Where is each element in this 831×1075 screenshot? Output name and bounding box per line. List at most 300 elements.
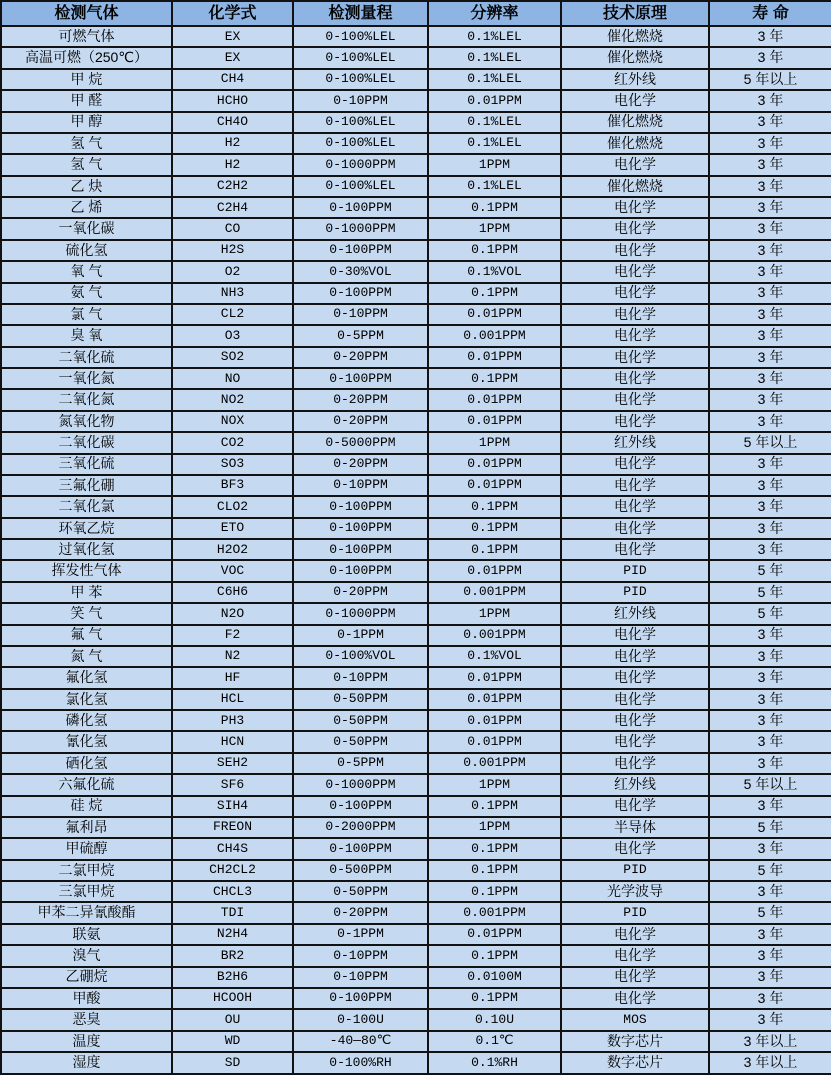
cell-range: 0-10PPM xyxy=(293,90,428,111)
table-row xyxy=(1,347,831,368)
cell-gas: 甲苯二异氰酸酯 xyxy=(1,902,172,923)
table-row xyxy=(1,710,831,731)
cell-gas: 甲 苯 xyxy=(1,582,172,603)
table-row xyxy=(1,112,831,133)
cell-range: 0-20PPM xyxy=(293,347,428,368)
cell-gas: 过氧化氢 xyxy=(1,539,172,560)
table-row xyxy=(1,283,831,304)
cell-gas: 二氧化硫 xyxy=(1,347,172,368)
cell-gas: 二氧化碳 xyxy=(1,432,172,453)
cell-lifespan: 3 年 xyxy=(709,325,831,346)
cell-principle: 电化学 xyxy=(561,368,709,389)
cell-resolution: 0.001PPM xyxy=(428,625,561,646)
column-header-principle: 技术原理 xyxy=(561,1,709,26)
cell-resolution: 0.01PPM xyxy=(428,304,561,325)
cell-gas: 二氧化氮 xyxy=(1,389,172,410)
cell-principle: 电化学 xyxy=(561,967,709,988)
table-row xyxy=(1,988,831,1009)
cell-resolution: 0.10U xyxy=(428,1009,561,1030)
cell-gas: 氟 气 xyxy=(1,625,172,646)
cell-gas: 乙 烯 xyxy=(1,197,172,218)
table-row xyxy=(1,176,831,197)
cell-principle: 电化学 xyxy=(561,154,709,175)
cell-formula: CH4S xyxy=(172,838,293,859)
cell-lifespan: 3 年 xyxy=(709,133,831,154)
cell-lifespan: 3 年 xyxy=(709,90,831,111)
cell-lifespan: 3 年 xyxy=(709,240,831,261)
cell-lifespan: 3 年 xyxy=(709,646,831,667)
cell-resolution: 1PPM xyxy=(428,774,561,795)
cell-principle: 电化学 xyxy=(561,646,709,667)
cell-gas: 三氧化硫 xyxy=(1,454,172,475)
cell-formula: SF6 xyxy=(172,774,293,795)
cell-gas: 湿度 xyxy=(1,1052,172,1074)
cell-formula: H2 xyxy=(172,154,293,175)
cell-lifespan: 5 年以上 xyxy=(709,432,831,453)
cell-resolution: 0.1%RH xyxy=(428,1052,561,1074)
cell-resolution: 0.01PPM xyxy=(428,454,561,475)
cell-resolution: 0.01PPM xyxy=(428,475,561,496)
cell-formula: HCHO xyxy=(172,90,293,111)
cell-resolution: 1PPM xyxy=(428,218,561,239)
cell-range: 0-100%LEL xyxy=(293,69,428,90)
cell-formula: EX xyxy=(172,26,293,47)
cell-range: 0-5PPM xyxy=(293,753,428,774)
cell-range: 0-1000PPM xyxy=(293,774,428,795)
cell-formula: O2 xyxy=(172,261,293,282)
cell-resolution: 1PPM xyxy=(428,432,561,453)
cell-lifespan: 5 年 xyxy=(709,817,831,838)
cell-formula: H2S xyxy=(172,240,293,261)
cell-formula: SEH2 xyxy=(172,753,293,774)
cell-formula: H2O2 xyxy=(172,539,293,560)
cell-range: 0-100PPM xyxy=(293,240,428,261)
cell-resolution: 0.01PPM xyxy=(428,731,561,752)
cell-gas: 二氯甲烷 xyxy=(1,860,172,881)
cell-principle: 红外线 xyxy=(561,774,709,795)
cell-resolution: 1PPM xyxy=(428,154,561,175)
table-row xyxy=(1,603,831,624)
cell-gas: 氯 气 xyxy=(1,304,172,325)
cell-range: 0-100PPM xyxy=(293,988,428,1009)
column-header-range: 检测量程 xyxy=(293,1,428,26)
cell-gas: 笑 气 xyxy=(1,603,172,624)
cell-resolution: 0.1PPM xyxy=(428,860,561,881)
cell-resolution: 0.1%LEL xyxy=(428,69,561,90)
cell-principle: 电化学 xyxy=(561,475,709,496)
table-row xyxy=(1,518,831,539)
cell-gas: 乙硼烷 xyxy=(1,967,172,988)
cell-resolution: 0.001PPM xyxy=(428,753,561,774)
cell-range: 0-5000PPM xyxy=(293,432,428,453)
cell-formula: SO3 xyxy=(172,454,293,475)
table-row xyxy=(1,625,831,646)
table-row xyxy=(1,774,831,795)
cell-resolution: 0.01PPM xyxy=(428,667,561,688)
cell-gas: 氢 气 xyxy=(1,133,172,154)
column-header-gas: 检测气体 xyxy=(1,1,172,26)
cell-resolution: 0.1%LEL xyxy=(428,26,561,47)
cell-resolution: 0.1PPM xyxy=(428,796,561,817)
cell-gas: 溴气 xyxy=(1,945,172,966)
table-row xyxy=(1,860,831,881)
cell-principle: 电化学 xyxy=(561,518,709,539)
cell-lifespan: 3 年 xyxy=(709,368,831,389)
cell-lifespan: 3 年 xyxy=(709,475,831,496)
cell-range: 0-20PPM xyxy=(293,389,428,410)
cell-resolution: 0.1%LEL xyxy=(428,47,561,68)
cell-lifespan: 3 年 xyxy=(709,518,831,539)
table-row xyxy=(1,817,831,838)
cell-range: 0-10PPM xyxy=(293,475,428,496)
cell-range: 0-20PPM xyxy=(293,582,428,603)
cell-lifespan: 3 年 xyxy=(709,796,831,817)
cell-principle: 催化燃烧 xyxy=(561,112,709,133)
cell-range: 0-100PPM xyxy=(293,197,428,218)
cell-range: 0-500PPM xyxy=(293,860,428,881)
cell-resolution: 0.1PPM xyxy=(428,988,561,1009)
cell-resolution: 0.1PPM xyxy=(428,197,561,218)
cell-range: 0-100PPM xyxy=(293,539,428,560)
cell-resolution: 0.1%LEL xyxy=(428,112,561,133)
cell-gas: 硅 烷 xyxy=(1,796,172,817)
cell-range: 0-10PPM xyxy=(293,304,428,325)
table-row xyxy=(1,304,831,325)
cell-gas: 温度 xyxy=(1,1031,172,1052)
cell-lifespan: 3 年 xyxy=(709,1009,831,1030)
cell-formula: NO2 xyxy=(172,389,293,410)
cell-principle: 催化燃烧 xyxy=(561,176,709,197)
cell-range: 0-100PPM xyxy=(293,796,428,817)
table-row xyxy=(1,1009,831,1030)
cell-range: 0-1PPM xyxy=(293,924,428,945)
cell-range: 0-2000PPM xyxy=(293,817,428,838)
cell-principle: 电化学 xyxy=(561,625,709,646)
cell-lifespan: 3 年 xyxy=(709,625,831,646)
cell-resolution: 0.01PPM xyxy=(428,347,561,368)
cell-principle: 电化学 xyxy=(561,924,709,945)
cell-principle: 电化学 xyxy=(561,753,709,774)
cell-range: 0-100%LEL xyxy=(293,26,428,47)
cell-gas: 硫化氢 xyxy=(1,240,172,261)
cell-range: 0-100PPM xyxy=(293,368,428,389)
cell-principle: 数字芯片 xyxy=(561,1052,709,1074)
cell-range: 0-100%LEL xyxy=(293,133,428,154)
cell-resolution: 0.001PPM xyxy=(428,582,561,603)
table-row xyxy=(1,218,831,239)
cell-gas: 挥发性气体 xyxy=(1,560,172,581)
table-row xyxy=(1,924,831,945)
cell-lifespan: 5 年 xyxy=(709,582,831,603)
cell-formula: SD xyxy=(172,1052,293,1074)
cell-principle: 电化学 xyxy=(561,283,709,304)
cell-lifespan: 3 年 xyxy=(709,710,831,731)
cell-principle: 电化学 xyxy=(561,539,709,560)
cell-lifespan: 3 年 xyxy=(709,539,831,560)
cell-lifespan: 3 年 xyxy=(709,496,831,517)
table-row xyxy=(1,368,831,389)
cell-lifespan: 3 年 xyxy=(709,838,831,859)
cell-lifespan: 3 年 xyxy=(709,689,831,710)
cell-gas: 一氧化碳 xyxy=(1,218,172,239)
cell-lifespan: 5 年 xyxy=(709,902,831,923)
cell-resolution: 0.01PPM xyxy=(428,924,561,945)
cell-lifespan: 3 年 xyxy=(709,197,831,218)
cell-range: 0-20PPM xyxy=(293,411,428,432)
cell-resolution: 0.1PPM xyxy=(428,838,561,859)
cell-gas: 二氧化氯 xyxy=(1,496,172,517)
cell-resolution: 0.1%VOL xyxy=(428,646,561,667)
cell-gas: 甲 醛 xyxy=(1,90,172,111)
cell-resolution: 0.1PPM xyxy=(428,881,561,902)
cell-resolution: 0.01PPM xyxy=(428,689,561,710)
table-row xyxy=(1,133,831,154)
cell-resolution: 0.01PPM xyxy=(428,411,561,432)
cell-range: 0-10PPM xyxy=(293,945,428,966)
table-row xyxy=(1,967,831,988)
cell-lifespan: 3 年 xyxy=(709,112,831,133)
cell-formula: NOX xyxy=(172,411,293,432)
cell-range: 0-100PPM xyxy=(293,560,428,581)
cell-resolution: 0.001PPM xyxy=(428,325,561,346)
cell-lifespan: 3 年 xyxy=(709,945,831,966)
cell-principle: 催化燃烧 xyxy=(561,47,709,68)
cell-formula: B2H6 xyxy=(172,967,293,988)
table-row xyxy=(1,475,831,496)
cell-gas: 甲 烷 xyxy=(1,69,172,90)
cell-range: 0-50PPM xyxy=(293,731,428,752)
cell-range: 0-50PPM xyxy=(293,881,428,902)
cell-formula: PH3 xyxy=(172,710,293,731)
cell-resolution: 0.01PPM xyxy=(428,389,561,410)
cell-formula: CH2CL2 xyxy=(172,860,293,881)
cell-formula: O3 xyxy=(172,325,293,346)
cell-principle: 半导体 xyxy=(561,817,709,838)
cell-gas: 甲硫醇 xyxy=(1,838,172,859)
cell-lifespan: 3 年 xyxy=(709,176,831,197)
table-row xyxy=(1,90,831,111)
table-row xyxy=(1,240,831,261)
cell-principle: PID xyxy=(561,860,709,881)
cell-resolution: 0.1PPM xyxy=(428,283,561,304)
cell-principle: 电化学 xyxy=(561,261,709,282)
table-row xyxy=(1,47,831,68)
cell-principle: 电化学 xyxy=(561,389,709,410)
cell-resolution: 0.1%LEL xyxy=(428,176,561,197)
cell-range: 0-100PPM xyxy=(293,496,428,517)
cell-range: 0-30%VOL xyxy=(293,261,428,282)
column-header-resolution: 分辨率 xyxy=(428,1,561,26)
cell-formula: VOC xyxy=(172,560,293,581)
cell-gas: 氨 气 xyxy=(1,283,172,304)
cell-lifespan: 3 年 xyxy=(709,47,831,68)
table-row xyxy=(1,796,831,817)
cell-principle: 电化学 xyxy=(561,218,709,239)
cell-resolution: 0.01PPM xyxy=(428,90,561,111)
cell-lifespan: 3 年 xyxy=(709,26,831,47)
cell-range: 0-100U xyxy=(293,1009,428,1030)
table-row xyxy=(1,539,831,560)
cell-range: 0-100%LEL xyxy=(293,176,428,197)
cell-principle: 电化学 xyxy=(561,667,709,688)
cell-gas: 三氯甲烷 xyxy=(1,881,172,902)
cell-principle: 催化燃烧 xyxy=(561,133,709,154)
cell-formula: N2O xyxy=(172,603,293,624)
cell-formula: CHCL3 xyxy=(172,881,293,902)
cell-gas: 氮 气 xyxy=(1,646,172,667)
table-row xyxy=(1,582,831,603)
cell-lifespan: 3 年 xyxy=(709,924,831,945)
cell-formula: CO2 xyxy=(172,432,293,453)
cell-resolution: 0.0100M xyxy=(428,967,561,988)
cell-formula: HF xyxy=(172,667,293,688)
cell-principle: MOS xyxy=(561,1009,709,1030)
cell-gas: 甲 醇 xyxy=(1,112,172,133)
cell-lifespan: 3 年 xyxy=(709,347,831,368)
cell-formula: HCN xyxy=(172,731,293,752)
cell-range: 0-10PPM xyxy=(293,967,428,988)
cell-principle: 数字芯片 xyxy=(561,1031,709,1052)
cell-lifespan: 3 年 xyxy=(709,389,831,410)
table-row xyxy=(1,197,831,218)
cell-formula: CH4O xyxy=(172,112,293,133)
cell-gas: 环氧乙烷 xyxy=(1,518,172,539)
cell-formula: BR2 xyxy=(172,945,293,966)
cell-formula: N2H4 xyxy=(172,924,293,945)
cell-range: 0-1000PPM xyxy=(293,218,428,239)
table-row xyxy=(1,689,831,710)
cell-gas: 臭 氧 xyxy=(1,325,172,346)
cell-resolution: 0.1PPM xyxy=(428,496,561,517)
cell-range: 0-1000PPM xyxy=(293,154,428,175)
table-row xyxy=(1,411,831,432)
cell-range: 0-1000PPM xyxy=(293,603,428,624)
cell-principle: 电化学 xyxy=(561,304,709,325)
cell-gas: 硒化氢 xyxy=(1,753,172,774)
table-row xyxy=(1,1052,831,1074)
cell-principle: 电化学 xyxy=(561,90,709,111)
table-row xyxy=(1,389,831,410)
cell-range: 0-1PPM xyxy=(293,625,428,646)
cell-gas: 氟化氢 xyxy=(1,667,172,688)
cell-principle: 电化学 xyxy=(561,240,709,261)
cell-principle: 电化学 xyxy=(561,796,709,817)
cell-principle: 红外线 xyxy=(561,69,709,90)
cell-range: 0-100PPM xyxy=(293,838,428,859)
cell-gas: 甲酸 xyxy=(1,988,172,1009)
cell-formula: F2 xyxy=(172,625,293,646)
cell-formula: CLO2 xyxy=(172,496,293,517)
cell-formula: NO xyxy=(172,368,293,389)
cell-principle: 电化学 xyxy=(561,945,709,966)
cell-formula: SIH4 xyxy=(172,796,293,817)
table-row xyxy=(1,325,831,346)
cell-range: 0-100PPM xyxy=(293,518,428,539)
cell-formula: FREON xyxy=(172,817,293,838)
cell-principle: 电化学 xyxy=(561,838,709,859)
cell-principle: 电化学 xyxy=(561,710,709,731)
cell-principle: 电化学 xyxy=(561,325,709,346)
cell-resolution: 0.01PPM xyxy=(428,710,561,731)
cell-principle: 催化燃烧 xyxy=(561,26,709,47)
cell-lifespan: 3 年 xyxy=(709,154,831,175)
cell-lifespan: 3 年以上 xyxy=(709,1052,831,1074)
cell-formula: SO2 xyxy=(172,347,293,368)
cell-principle: 电化学 xyxy=(561,731,709,752)
table-header xyxy=(1,1,831,26)
cell-range: -40—80℃ xyxy=(293,1031,428,1052)
cell-gas: 氢 气 xyxy=(1,154,172,175)
column-header-formula: 化学式 xyxy=(172,1,293,26)
cell-lifespan: 3 年 xyxy=(709,411,831,432)
cell-lifespan: 3 年 xyxy=(709,881,831,902)
cell-range: 0-100%LEL xyxy=(293,112,428,133)
cell-principle: PID xyxy=(561,582,709,603)
cell-gas: 磷化氢 xyxy=(1,710,172,731)
cell-range: 0-100%LEL xyxy=(293,47,428,68)
cell-range: 0-50PPM xyxy=(293,689,428,710)
table-row xyxy=(1,838,831,859)
cell-range: 0-10PPM xyxy=(293,667,428,688)
table-row xyxy=(1,881,831,902)
cell-formula: EX xyxy=(172,47,293,68)
cell-resolution: 0.1PPM xyxy=(428,240,561,261)
cell-principle: 电化学 xyxy=(561,454,709,475)
cell-range: 0-50PPM xyxy=(293,710,428,731)
cell-resolution: 0.1PPM xyxy=(428,539,561,560)
cell-resolution: 0.1%LEL xyxy=(428,133,561,154)
cell-lifespan: 3 年 xyxy=(709,988,831,1009)
table-row xyxy=(1,902,831,923)
column-header-lifespan: 寿 命 xyxy=(709,1,831,26)
cell-lifespan: 3 年 xyxy=(709,667,831,688)
cell-gas: 乙 炔 xyxy=(1,176,172,197)
cell-lifespan: 3 年 xyxy=(709,731,831,752)
table-row xyxy=(1,261,831,282)
cell-lifespan: 5 年 xyxy=(709,860,831,881)
cell-gas: 氧 气 xyxy=(1,261,172,282)
cell-formula: NH3 xyxy=(172,283,293,304)
cell-formula: OU xyxy=(172,1009,293,1030)
cell-range: 0-100%VOL xyxy=(293,646,428,667)
cell-resolution: 1PPM xyxy=(428,603,561,624)
cell-principle: 电化学 xyxy=(561,411,709,432)
cell-principle: 电化学 xyxy=(561,689,709,710)
cell-gas: 六氟化硫 xyxy=(1,774,172,795)
cell-lifespan: 5 年以上 xyxy=(709,774,831,795)
cell-principle: 电化学 xyxy=(561,496,709,517)
cell-formula: H2 xyxy=(172,133,293,154)
cell-formula: WD xyxy=(172,1031,293,1052)
cell-principle: 光学波导 xyxy=(561,881,709,902)
table-row xyxy=(1,496,831,517)
cell-gas: 氟利昂 xyxy=(1,817,172,838)
table-row xyxy=(1,667,831,688)
cell-formula: ETO xyxy=(172,518,293,539)
cell-lifespan: 5 年 xyxy=(709,560,831,581)
cell-lifespan: 3 年 xyxy=(709,261,831,282)
cell-formula: N2 xyxy=(172,646,293,667)
cell-resolution: 1PPM xyxy=(428,817,561,838)
cell-gas: 联氨 xyxy=(1,924,172,945)
cell-principle: PID xyxy=(561,560,709,581)
cell-gas: 恶臭 xyxy=(1,1009,172,1030)
cell-formula: BF3 xyxy=(172,475,293,496)
cell-gas: 高温可燃（250℃） xyxy=(1,47,172,68)
table-row xyxy=(1,154,831,175)
cell-resolution: 0.1%VOL xyxy=(428,261,561,282)
cell-principle: 红外线 xyxy=(561,432,709,453)
